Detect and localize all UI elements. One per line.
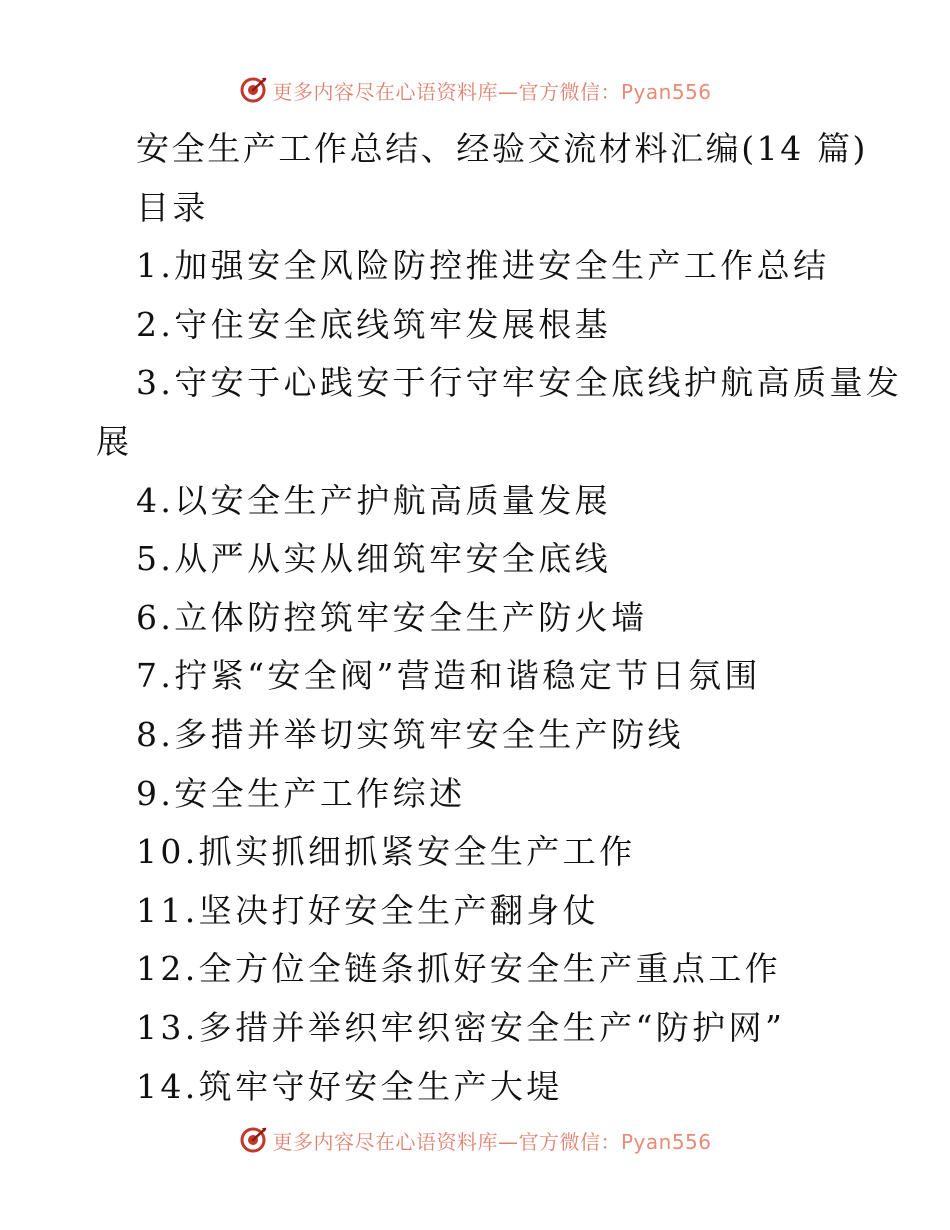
toc-item: 7.拧紧“安全阀”营造和谐稳定节日氛围 <box>136 656 761 696</box>
toc-heading: 目录 <box>136 187 209 227</box>
toc-item: 4.以安全生产护航高质量发展 <box>136 480 612 520</box>
toc-item: 11.坚决打好安全生产翻身仗 <box>136 890 600 930</box>
toc-item: 8.多措并举切实筑牢安全生产防线 <box>136 714 684 754</box>
watermark-text: 更多内容尽在心语资料库—官方微信：Pyan556 <box>272 79 712 104</box>
watermark-text: 更多内容尽在心语资料库—官方微信：Pyan556 <box>272 1129 712 1154</box>
document-body <box>0 120 950 1116</box>
document-title: 安全生产工作总结、经验交流材料汇编(14 篇) <box>136 129 869 168</box>
watermark-account: Pyan556 <box>620 1129 712 1154</box>
toc-item: 5.从严从实从细筑牢安全底线 <box>136 539 612 579</box>
toc-item: 2.守住安全底线筑牢发展根基 <box>136 304 612 344</box>
logo-icon <box>238 75 268 105</box>
toc-item: 3.守安于心践安于行守牢安全底线护航高质量发 <box>136 363 903 403</box>
toc-item: 10.抓实抓细抓紧安全生产工作 <box>136 832 636 872</box>
toc-item: 14.筑牢守好安全生产大堤 <box>136 1066 563 1106</box>
watermark-account: Pyan556 <box>620 79 712 104</box>
toc-item: 13.多措并举织牢织密安全生产“防护网” <box>136 1007 786 1047</box>
watermark-header <box>0 72 950 108</box>
watermark-footer <box>0 1122 950 1158</box>
toc-item: 1.加强安全风险防控推进安全生产工作总结 <box>136 246 830 286</box>
toc-item: 6.立体防控筑牢安全生产防火墙 <box>136 597 648 637</box>
toc-item-continuation: 展 <box>96 421 133 461</box>
toc-item: 12.全方位全链条抓好安全生产重点工作 <box>136 949 782 989</box>
logo-icon <box>238 1125 268 1155</box>
toc-item: 9.安全生产工作综述 <box>136 773 466 813</box>
